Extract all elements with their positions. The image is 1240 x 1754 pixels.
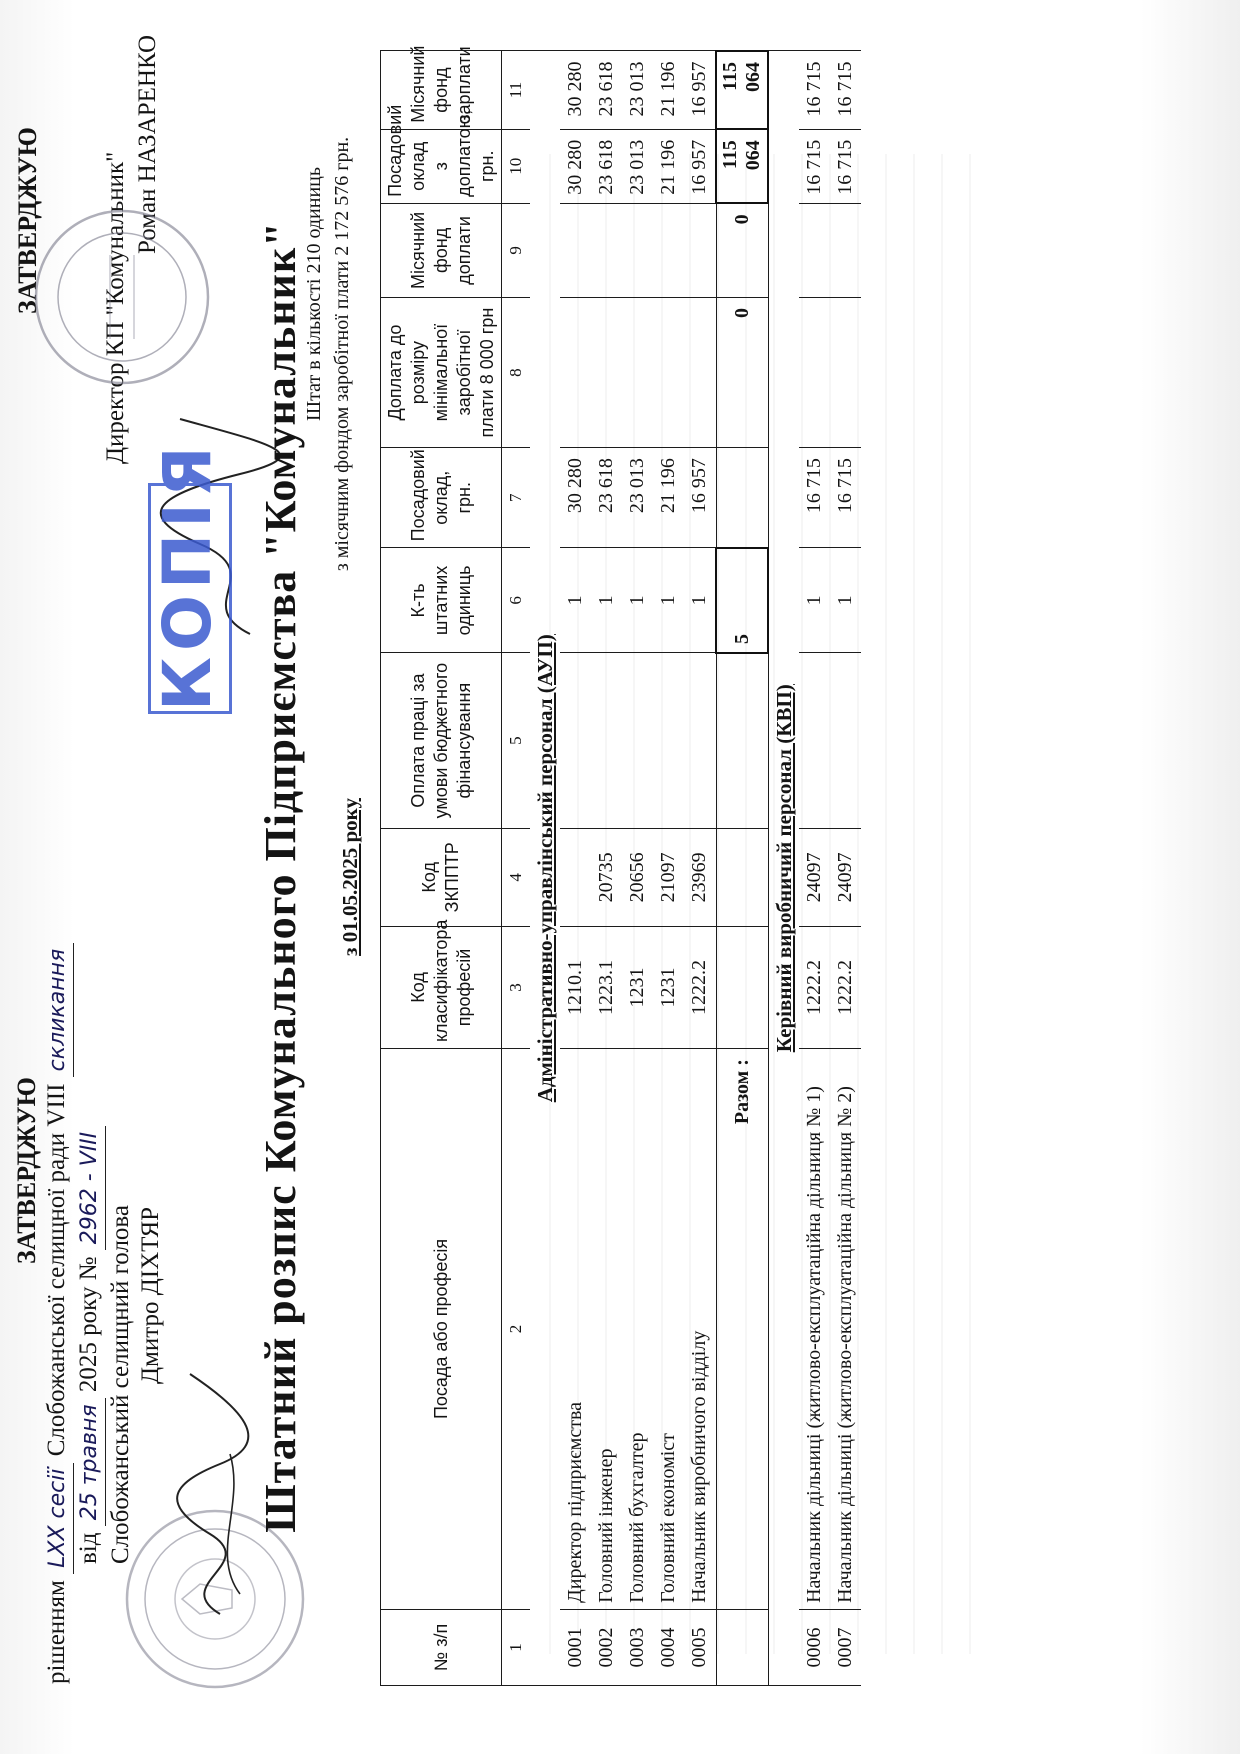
row-position: Головний інженер xyxy=(591,1049,622,1610)
col-number: 9 xyxy=(502,203,531,297)
col-header-zkpptr-code: Код ЗКППТР xyxy=(381,828,502,926)
row-position: Директор підприємства xyxy=(560,1049,591,1610)
row-staff-units: 1 xyxy=(560,548,591,653)
number-handwritten: 2962 - VIII xyxy=(75,1126,106,1250)
copy-stamp: КОПІЯ xyxy=(148,483,232,714)
decision-line xyxy=(42,784,74,1684)
row-monthly-fund: 30 280 xyxy=(560,51,591,129)
col-number: 8 xyxy=(502,297,531,447)
col-header-salary: Посадовий оклад, грн. xyxy=(381,448,502,548)
row-zkpptr-code: 21097 xyxy=(653,828,684,926)
decision-session-handwritten: LXX сесії xyxy=(43,1463,74,1574)
col-number: 10 xyxy=(502,129,531,203)
staffing-table xyxy=(380,45,861,1686)
row-zkpptr-code xyxy=(560,828,591,926)
row-salary-with-topup: 30 280 xyxy=(560,129,591,203)
council-name: Слобожанської селищної ради VIII xyxy=(43,1083,70,1457)
row-budget-pay xyxy=(560,653,591,828)
col-number: 7 xyxy=(502,448,531,548)
document-date-text: з 01.05.2025 року xyxy=(338,798,362,956)
row-staff-units: 1 xyxy=(622,548,653,653)
enterprise-seal-stamp xyxy=(30,204,215,389)
total-label: Разом : xyxy=(716,1049,768,1610)
row-salary: 21 196 xyxy=(653,448,684,548)
row-staff-units: 1 xyxy=(653,548,684,653)
table-row xyxy=(591,51,622,1686)
row-salary: 16 715 xyxy=(799,448,830,548)
document-title: Штатний розпис Комунального Підприємства "Комунальник" xyxy=(256,221,305,1533)
row-position: Начальник виробничого відділу xyxy=(684,1049,716,1610)
row-classifier-code: 1222.2 xyxy=(684,926,716,1048)
staff-summary xyxy=(300,54,356,654)
staff-count-line: Штат в кількості 210 одиниць xyxy=(303,167,325,421)
col-header-budget-pay: Оплата праці за умови бюджетного фінансування xyxy=(381,653,502,828)
col-number: 1 xyxy=(502,1609,531,1685)
row-budget-pay xyxy=(653,653,684,828)
row-salary-with-topup: 16 715 xyxy=(799,129,830,203)
row-topup-fund xyxy=(591,203,622,297)
decision-prefix: рішенням xyxy=(43,1580,70,1684)
col-header-monthly-fund: Місячний фонд зарплати xyxy=(381,51,502,129)
avp-rows xyxy=(560,51,716,1686)
col-number: 11 xyxy=(502,51,531,129)
row-topup-fund xyxy=(653,203,684,297)
row-monthly-fund: 16 715 xyxy=(830,51,861,129)
council-head-signature xyxy=(150,1364,270,1624)
row-staff-units: 1 xyxy=(591,548,622,653)
table-row xyxy=(684,51,716,1686)
row-topup xyxy=(560,297,591,447)
row-classifier-code: 1223.1 xyxy=(591,926,622,1048)
row-budget-pay xyxy=(799,653,830,828)
row-staff-units: 1 xyxy=(799,548,830,653)
kvp-rows xyxy=(799,51,861,1686)
col-header-staff-units: К-ть штатних одиниць xyxy=(381,548,502,653)
row-topup xyxy=(830,297,861,447)
row-topup xyxy=(684,297,716,447)
row-topup xyxy=(622,297,653,447)
row-salary: 23 013 xyxy=(622,448,653,548)
col-header-position: Посада або професія xyxy=(381,1049,502,1610)
section-title-kvp: Керівний виробничий персонал (КВП) xyxy=(768,51,799,1686)
approve-title-left: ЗАТВЕРДЖУЮ xyxy=(12,1077,41,1264)
date-handwritten: 25 травня xyxy=(75,1398,106,1526)
row-topup xyxy=(799,297,830,447)
row-topup-fund xyxy=(622,203,653,297)
row-topup-fund xyxy=(560,203,591,297)
row-classifier-code: 1222.2 xyxy=(830,926,861,1048)
row-salary-with-topup: 21 196 xyxy=(653,129,684,203)
col-header-topup-fund: Місячний фонд доплати xyxy=(381,203,502,297)
row-number: 0003 xyxy=(622,1609,653,1685)
row-monthly-fund: 23 013 xyxy=(622,51,653,129)
row-position: Головний бухгалтер xyxy=(622,1049,653,1610)
director-name: Роман НАЗАРЕНКО xyxy=(134,34,161,254)
section-row-kvp xyxy=(768,51,799,1686)
row-budget-pay xyxy=(622,653,653,828)
row-salary-with-topup: 16 957 xyxy=(684,129,716,203)
table-row xyxy=(653,51,684,1686)
salary-fund-line: з місячним фондом заробітної плати 2 172 576 грн. xyxy=(331,136,353,572)
row-salary: 16 957 xyxy=(684,448,716,548)
col-header-salary-with-topup: Посадовий оклад з доплатою, грн. xyxy=(381,129,502,203)
row-topup-fund xyxy=(799,203,830,297)
row-position: Головний економіст xyxy=(653,1049,684,1610)
col-number: 2 xyxy=(502,1049,531,1610)
row-topup-fund xyxy=(684,203,716,297)
column-number-row xyxy=(502,51,531,1686)
row-monthly-fund: 16 957 xyxy=(684,51,716,129)
row-number: 0007 xyxy=(830,1609,861,1685)
row-salary: 23 618 xyxy=(591,448,622,548)
table-header-row xyxy=(381,51,502,1686)
row-classifier-code: 1210.1 xyxy=(560,926,591,1048)
col-number: 5 xyxy=(502,653,531,828)
row-zkpptr-code: 24097 xyxy=(830,828,861,926)
row-number: 0004 xyxy=(653,1609,684,1685)
council-head-role: Слобожанський селищний голова xyxy=(107,1205,134,1564)
col-header-min-wage-topup: Доплата до розміру мінімальної заробітної плати 8 000 грн xyxy=(381,297,502,447)
row-number: 0006 xyxy=(799,1609,830,1685)
row-zkpptr-code: 20656 xyxy=(622,828,653,926)
director-role: Директор КП "Комунальник" xyxy=(102,151,129,464)
row-budget-pay xyxy=(684,653,716,828)
total-qty: 5 xyxy=(716,548,768,653)
table-row xyxy=(799,51,830,1686)
row-topup-fund xyxy=(830,203,861,297)
table-row xyxy=(622,51,653,1686)
total-row-avp xyxy=(716,51,768,1686)
row-budget-pay xyxy=(591,653,622,828)
row-zkpptr-code: 20735 xyxy=(591,828,622,926)
row-number: 0005 xyxy=(684,1609,716,1685)
row-classifier-code: 1231 xyxy=(653,926,684,1048)
council-head-name: Дмитро ДІХТЯР xyxy=(137,1206,164,1384)
row-number: 0001 xyxy=(560,1609,591,1685)
row-salary: 16 715 xyxy=(830,448,861,548)
table-row xyxy=(830,51,861,1686)
row-topup xyxy=(653,297,684,447)
row-salary-with-topup: 23 618 xyxy=(591,129,622,203)
row-budget-pay xyxy=(830,653,861,828)
col-header-classifier-code: Код класифікатора професій xyxy=(381,926,502,1048)
row-zkpptr-code: 23969 xyxy=(684,828,716,926)
approve-title-right: ЗАТВЕРДЖУЮ xyxy=(13,127,42,314)
total-monthly-fund: 115 064 xyxy=(716,51,768,129)
date-prefix: від xyxy=(75,1532,102,1564)
year-text: 2025 року № xyxy=(75,1256,102,1393)
section-row-avp xyxy=(530,51,560,1686)
total-topup: 0 xyxy=(716,297,768,447)
total-salary-with-topup: 115 064 xyxy=(716,129,768,203)
date-line xyxy=(74,784,106,1684)
section-title-avp: Адміністративно-управлінський персонал (АУП) xyxy=(530,51,560,1686)
row-staff-units: 1 xyxy=(684,548,716,653)
col-number: 4 xyxy=(502,828,531,926)
row-monthly-fund: 16 715 xyxy=(799,51,830,129)
col-header-number: № з/п xyxy=(381,1609,502,1685)
row-monthly-fund: 23 618 xyxy=(591,51,622,129)
table-row xyxy=(560,51,591,1686)
row-salary-with-topup: 23 013 xyxy=(622,129,653,203)
row-position: Начальник дільниці (житлово-експлуатаційна дільниця № 1) xyxy=(799,1049,830,1610)
row-classifier-code: 1222.2 xyxy=(799,926,830,1048)
row-salary: 30 280 xyxy=(560,448,591,548)
row-topup xyxy=(591,297,622,447)
row-number: 0002 xyxy=(591,1609,622,1685)
convocation-handwritten: скликання xyxy=(43,943,74,1078)
row-zkpptr-code: 24097 xyxy=(799,828,830,926)
row-salary-with-topup: 16 715 xyxy=(830,129,861,203)
total-topup-fund: 0 xyxy=(716,203,768,297)
row-classifier-code: 1231 xyxy=(622,926,653,1048)
row-monthly-fund: 21 196 xyxy=(653,51,684,129)
col-number: 3 xyxy=(502,926,531,1048)
row-staff-units: 1 xyxy=(830,548,861,653)
row-position: Начальник дільниці (житлово-експлуатаційна дільниця № 2) xyxy=(830,1049,861,1610)
col-number: 6 xyxy=(502,548,531,653)
